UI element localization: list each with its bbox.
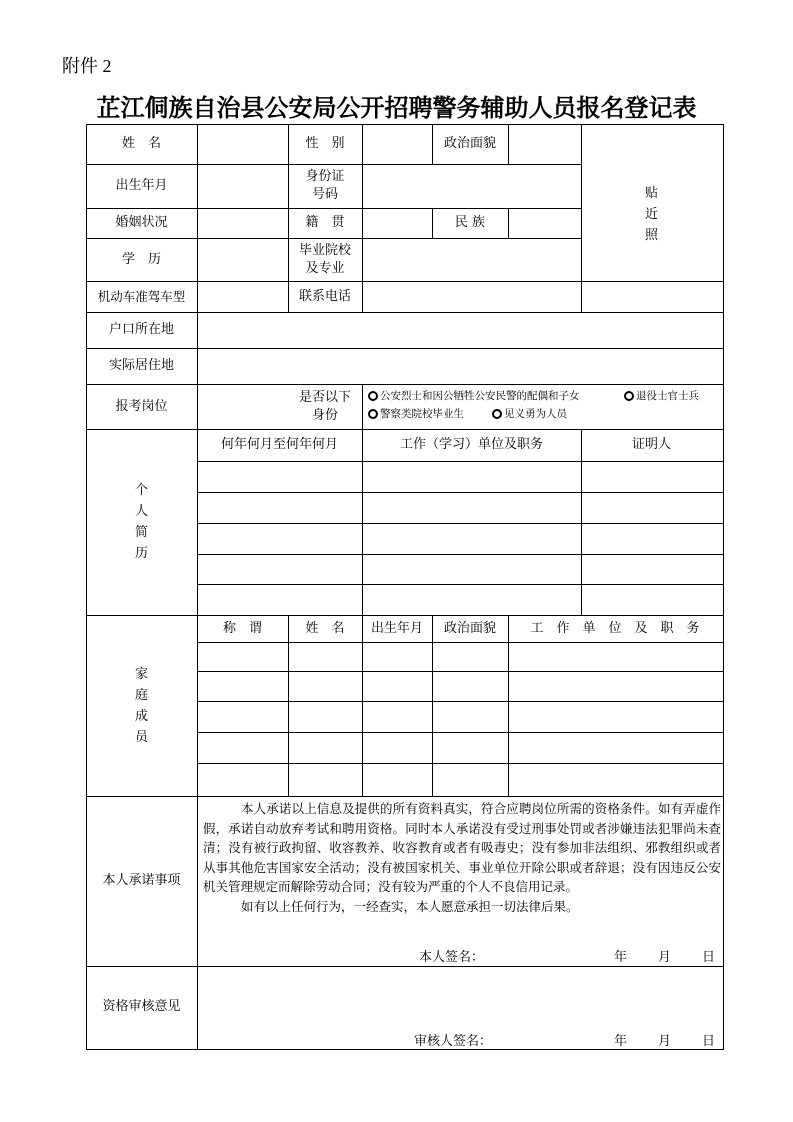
pledge-year: 年 — [614, 950, 628, 965]
birth-date-field[interactable] — [197, 164, 288, 208]
photo-char: 照 — [644, 227, 658, 243]
family-section-label: 家 庭 成 员 — [134, 666, 148, 745]
identity-option-police-academy[interactable]: 警察类院校毕业生 — [368, 406, 464, 421]
identity-option-veteran[interactable]: 退役士官士兵 — [624, 388, 699, 403]
radio-bullet-icon — [368, 409, 378, 419]
pledge-signature-label: 本人签名： — [419, 950, 485, 965]
political-status-field[interactable] — [508, 124, 581, 164]
residence-field[interactable] — [197, 348, 722, 384]
review-label: 资格审核意见 — [102, 999, 181, 1014]
gender-field[interactable] — [362, 124, 432, 164]
name-label: 姓 名 — [121, 136, 161, 151]
school-major-label: 毕业院校及专业 — [298, 242, 351, 276]
ethnicity-field[interactable] — [508, 208, 581, 238]
phone-label: 联系电话 — [298, 288, 351, 304]
school-major-field[interactable] — [362, 238, 581, 281]
birth-date-label: 出生年月 — [115, 178, 168, 193]
license-type-field[interactable] — [197, 281, 288, 312]
marital-status-label: 婚姻状况 — [115, 215, 168, 230]
radio-bullet-icon — [492, 409, 502, 419]
ethnicity-label: 民 族 — [454, 215, 486, 230]
residence-label: 实际居住地 — [108, 358, 174, 373]
review-signature-label: 审核人签名： — [414, 1034, 493, 1049]
education-label: 学 历 — [121, 251, 161, 267]
form-title: 芷江侗族自治县公安局公开招聘警务辅助人员报名登记表 — [96, 94, 697, 122]
attachment-label: 附件 2 — [62, 56, 112, 76]
position-label: 报考岗位 — [115, 398, 168, 414]
family-col-relation: 称 谓 — [222, 620, 262, 636]
pledge-month: 月 — [658, 950, 672, 965]
review-month: 月 — [658, 1034, 672, 1049]
photo-placeholder[interactable] — [581, 174, 722, 254]
name-field[interactable] — [197, 124, 288, 164]
family-col-work: 工 作 单 位 及 职 务 — [530, 620, 700, 636]
review-opinion-field[interactable] — [197, 966, 722, 1026]
family-col-birth: 出生年月 — [370, 620, 423, 636]
hukou-field[interactable] — [197, 312, 722, 348]
phone-field[interactable] — [362, 281, 581, 312]
special-identity-label: 是否以下身份 — [298, 389, 351, 423]
pledge-label: 本人承诺事项 — [102, 873, 181, 888]
identity-option-martyr[interactable]: 公安烈士和因公牺牲公安民警的配偶和子女 — [368, 388, 580, 403]
education-field[interactable] — [197, 238, 288, 281]
radio-bullet-icon — [624, 391, 634, 401]
pledge-text — [203, 799, 721, 916]
native-place-label: 籍 贯 — [305, 215, 345, 230]
review-day: 日 — [702, 1034, 716, 1049]
registration-form — [86, 124, 723, 1049]
review-year: 年 — [614, 1034, 628, 1049]
resume-section-label: 个 人 简 历 — [134, 483, 148, 561]
family-col-name: 姓 名 — [305, 620, 345, 636]
radio-bullet-icon — [368, 391, 378, 401]
pledge-paragraph: 本人承诺以上信息及提供的所有资料真实，符合应聘岗位所需的资格条件。如有弄虚作假，承诺自动放弃考试和聘用资格。同时本人承诺没有受过刑事处罚或者涉嫌违法犯罪尚未查清；没有被行政拘留、收容教养、收容教育或者有吸毒史；没有参加非法组织、邪教组织或者从事其他危害国家安全活动；没有被国家机关、事业单位开除公职或者辞退；没有因违反公安机关管理规定而解除劳动合同；没有较为严重的个人不良信用记录。 — [203, 801, 721, 894]
photo-char: 近 — [644, 206, 658, 222]
id-number-field[interactable] — [362, 164, 581, 208]
pledge-paragraph: 如有以上任何行为，一经查实，本人愿意承担一切法律后果。 — [241, 898, 579, 914]
family-col-political: 政治面貌 — [443, 620, 496, 636]
native-place-field[interactable] — [362, 208, 432, 238]
photo-char: 贴 — [644, 185, 658, 201]
pledge-day: 日 — [702, 950, 716, 965]
identity-option-hero[interactable]: 见义勇为人员 — [492, 406, 567, 421]
resume-col-period: 何年何月至何年何月 — [220, 437, 338, 452]
id-number-label: 身份证号码 — [305, 169, 345, 202]
marital-status-field[interactable] — [197, 208, 288, 238]
license-type-label: 机动车准驾车型 — [97, 288, 186, 304]
resume-col-unit: 工作（学习）单位及职务 — [399, 437, 543, 452]
hukou-label: 户口所在地 — [108, 322, 174, 337]
gender-label: 性 别 — [305, 136, 345, 151]
position-field[interactable] — [197, 384, 288, 429]
resume-col-witness: 证明人 — [631, 437, 671, 452]
political-status-label: 政治面貌 — [443, 136, 496, 151]
